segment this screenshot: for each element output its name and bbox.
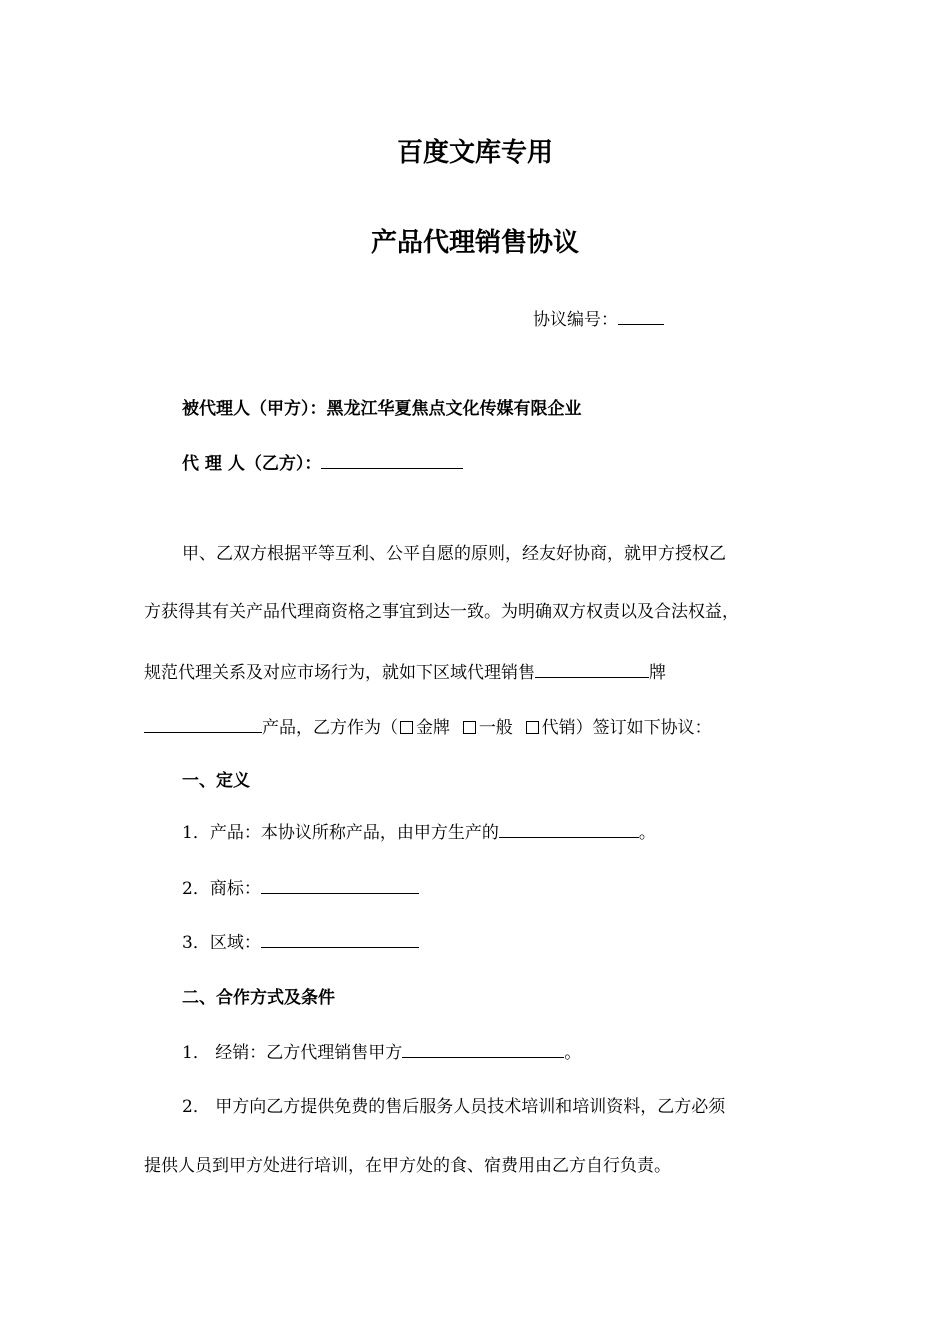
distribution-blank [402, 1040, 564, 1058]
section-2-item-2-line-2: 提供人员到甲方处进行培训，在甲方处的食、宿费用由乙方自行负责。 [144, 1156, 671, 1176]
trademark-blank [261, 876, 419, 894]
section-2-item-1-suffix: 。 [564, 1043, 582, 1063]
intro-line-4-text: 产品，乙方作为（ [262, 718, 398, 738]
checkbox-agency [526, 721, 539, 734]
agreement-number-label: 协议编号： [533, 310, 618, 330]
section-1-heading: 一、定义 [182, 771, 250, 791]
agent-blank [321, 451, 463, 469]
section-2-item-1 [182, 1040, 581, 1065]
checkbox-general [463, 721, 476, 734]
agreement-number [533, 307, 664, 332]
intro-line-4-suffix: ）签订如下协议： [575, 718, 712, 738]
checkbox-gold [400, 721, 413, 734]
section-1-item-2 [182, 876, 419, 901]
header-title: 百度文库专用 [396, 138, 553, 168]
section-1-item-3-text: 3．区域： [182, 933, 261, 953]
option-agency: 代销 [541, 718, 576, 738]
product-blank [144, 715, 262, 733]
agent-line [182, 451, 463, 476]
option-general: 一般 [478, 718, 513, 738]
intro-line-2: 方获得其有关产品代理商资格之事宜到达一致。为明确双方权责以及合法权益， [144, 602, 739, 622]
section-1-item-1-suffix: 。 [638, 823, 656, 843]
section-1-item-1-text: 1．产品：本协议所称产品，由甲方生产的 [182, 823, 499, 843]
intro-line-4 [144, 715, 712, 740]
document-title: 产品代理销售协议 [370, 228, 579, 258]
section-2-heading: 二、合作方式及条件 [182, 988, 335, 1008]
section-2-item-1-text: 1． 经销：乙方代理销售甲方 [182, 1043, 403, 1063]
product-desc-blank [499, 820, 639, 838]
option-gold: 金牌 [416, 718, 450, 738]
intro-line-3 [144, 660, 666, 685]
intro-line-1: 甲、乙双方根据平等互利、公平自愿的原则，经友好协商，就甲方授权乙 [182, 544, 726, 564]
section-1-item-3 [182, 930, 419, 955]
agreement-number-blank [618, 307, 664, 325]
section-2-item-2-line-1: 2． 甲方向乙方提供免费的售后服务人员技术培训和培训资料，乙方必须 [182, 1097, 726, 1117]
section-1-item-2-text: 2．商标： [182, 879, 261, 899]
brand-blank [535, 660, 649, 678]
agent-label: 代 理 人（乙方）： [182, 454, 322, 474]
section-1-item-1 [182, 820, 656, 845]
intro-line-3-text: 规范代理关系及对应市场行为，就如下区域代理销售 [144, 663, 535, 683]
intro-line-3-suffix: 牌 [649, 663, 666, 683]
principal-name: 黑龙江华夏焦点文化传媒有限企业 [326, 399, 582, 419]
region-blank [261, 930, 419, 948]
principal-line [182, 397, 582, 421]
principal-label: 被代理人（甲方）： [182, 399, 327, 419]
